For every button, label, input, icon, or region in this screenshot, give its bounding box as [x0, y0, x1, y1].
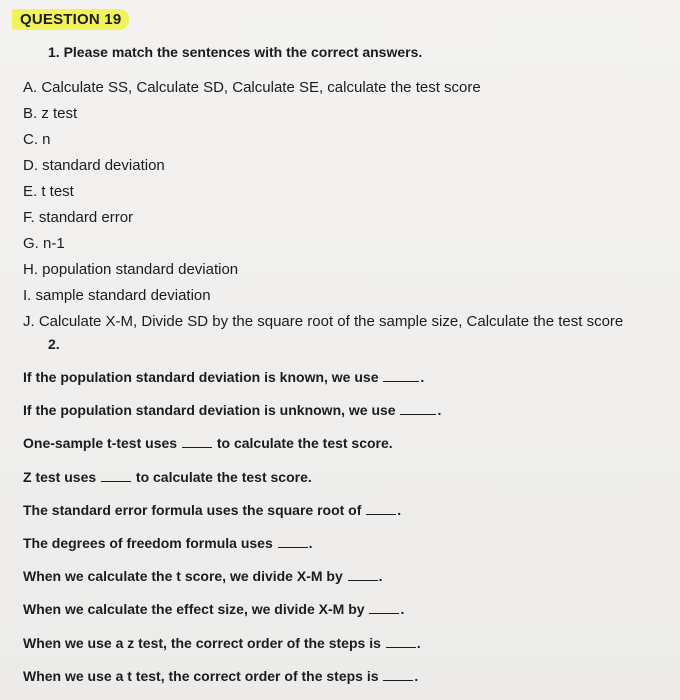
- question-text: One-sample t-test uses: [23, 435, 178, 452]
- question-suffix: .: [400, 601, 405, 618]
- answer-blank[interactable]: [182, 435, 212, 448]
- answer-blank[interactable]: [386, 635, 416, 648]
- option-d: D. standard deviation: [23, 157, 165, 174]
- question-row: [23, 632, 441, 665]
- question-row: [23, 532, 441, 565]
- question-text: If the population standard deviation is known, we use: [23, 369, 379, 385]
- question-suffix: .: [308, 534, 313, 551]
- option-f: F. standard error: [23, 209, 134, 226]
- question-suffix: .: [397, 501, 402, 518]
- answer-blank[interactable]: [366, 502, 396, 515]
- question-suffix: to calculate the test score.: [135, 468, 312, 485]
- option-i: I. sample standard deviation: [23, 287, 211, 304]
- answer-blank[interactable]: [383, 668, 413, 681]
- question-text: The standard error formula uses the square root of: [23, 501, 362, 518]
- answer-blank[interactable]: [369, 601, 399, 614]
- question-row: [23, 399, 441, 432]
- option-a: A. Calculate SS, Calculate SD, Calculate SE, calculate the test score: [23, 79, 481, 96]
- question-suffix: .: [414, 667, 419, 684]
- answer-blank[interactable]: [383, 369, 419, 382]
- option-c: C. n: [23, 131, 51, 148]
- option-e: E. t test: [23, 183, 74, 200]
- question-suffix: to calculate the test score.: [216, 435, 393, 452]
- question-text: If the population standard deviation is unknown, we use: [23, 402, 396, 419]
- question-text: When we calculate the t score, we divide X-M by: [23, 568, 343, 585]
- question-row: [23, 432, 441, 465]
- answer-options-list: [23, 75, 623, 335]
- question-suffix: .: [420, 369, 425, 385]
- question-row: [23, 366, 441, 399]
- question-text: When we use a z test, the correct order of the steps is: [23, 634, 381, 651]
- option-j: J. Calculate X-M, Divide SD by the square root of the sample size, Calculate the test score: [23, 313, 624, 330]
- question-text: Z test uses: [23, 468, 97, 485]
- question-row: [23, 598, 441, 631]
- question-row: [23, 499, 441, 532]
- question-suffix: .: [416, 634, 421, 651]
- section-number: 2.: [48, 336, 60, 352]
- option-b: B. z test: [23, 105, 78, 122]
- answer-blank[interactable]: [348, 568, 378, 581]
- question-title: QUESTION 19: [12, 9, 129, 30]
- answer-blank[interactable]: [101, 469, 131, 482]
- question-row: [23, 466, 441, 499]
- option-g: G. n-1: [23, 235, 65, 252]
- instruction-text: 1. Please match the sentences with the correct answers.: [48, 44, 423, 60]
- question-suffix: .: [378, 568, 383, 585]
- question-text: The degrees of freedom formula uses: [23, 534, 273, 551]
- question-text: When we calculate the effect size, we divide X-M by: [23, 601, 365, 618]
- answer-blank[interactable]: [278, 535, 308, 548]
- question-text: When we use a t test, the correct order of the steps is: [23, 667, 379, 684]
- question-row: [23, 665, 441, 698]
- option-h: H. population standard deviation: [23, 261, 239, 278]
- match-questions-list: [23, 366, 441, 698]
- question-row: [23, 565, 441, 598]
- question-suffix: .: [437, 402, 442, 419]
- answer-blank[interactable]: [400, 402, 436, 415]
